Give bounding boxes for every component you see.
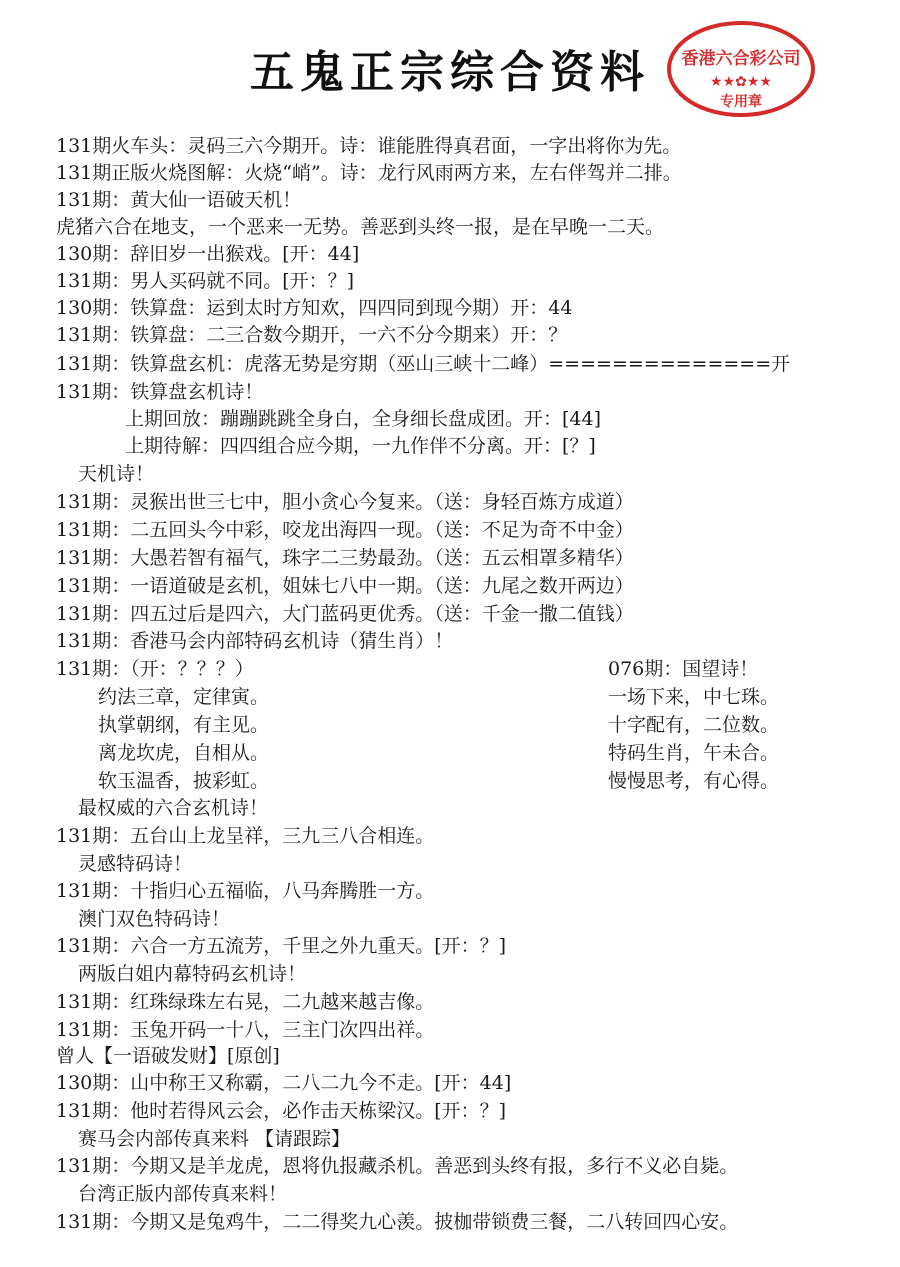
text-line: 131期：玉兔开码一十八，三主门次四出祥。 <box>56 1019 435 1041</box>
section-heading: 两版白姐内幕特码玄机诗！ <box>78 963 307 985</box>
text-line: 131期：十指归心五福临，八马奔腾胜一方。 <box>56 880 435 902</box>
text-line: 131期：今期又是兔鸡牛，二二得奖九心羡。披枷带锁费三餐，二八转回四心安。 <box>56 1211 739 1233</box>
right-poem-line: 十字配有，二位数。 <box>608 714 780 736</box>
section-heading: 澳门双色特码诗！ <box>78 908 231 930</box>
text-line: 上期回放：蹦蹦跳跳全身白，全身细长盘成团。开：[44] <box>125 408 602 430</box>
text-line: 131期：铁算盘玄机诗！ <box>56 381 264 403</box>
text-line: 131期：六合一方五流芳，千里之外九重天。[开：？] <box>56 935 507 957</box>
text-line: 131期：一语道破是玄机，姐妹七八中一期。（送：九尾之数开两边） <box>56 575 634 597</box>
text-line: 131期：大愚若智有福气，珠字二三势最劲。（送：五云相罩多精华） <box>56 547 634 569</box>
stamp-stars: ★★✿★★ <box>710 74 772 90</box>
section-heading: 赛马会内部传真来料 【请跟踪】 <box>78 1128 351 1150</box>
poem-line: 约法三章，定律寅。 <box>98 686 270 708</box>
company-stamp <box>666 20 816 118</box>
text-line: 上期待解：四四组合应今期，一九作伴不分离。开：[？] <box>125 435 596 457</box>
text-line: 130期：铁算盘：运到太时方知欢，四四同到现今期）开：44 <box>56 297 573 319</box>
right-poem-line: 特码生肖，午未合。 <box>608 742 780 764</box>
text-line: 130期：辞旧岁一出猴戏。[开：44] <box>56 243 360 265</box>
text-line: 131期：五台山上龙呈祥，三九三八合相连。 <box>56 825 435 847</box>
right-poem-heading: 076期：国望诗！ <box>608 658 759 680</box>
poem-line: 执掌朝纲，有主见。 <box>98 714 270 736</box>
section-heading: 天机诗！ <box>78 463 155 485</box>
text-line: 131期：（开：？？？） <box>56 658 254 680</box>
text-line: 131期：黄大仙一语破天机！ <box>56 189 302 211</box>
right-poem-line: 慢慢思考，有心得。 <box>608 770 780 792</box>
text-line: 131期：男人买码就不同。[开：？] <box>56 270 355 292</box>
section-heading: 最权威的六合玄机诗！ <box>78 797 269 819</box>
text-line: 131期：今期又是羊龙虎，恩将仇报藏杀机。善恶到头终有报，多行不义必自毙。 <box>56 1155 739 1177</box>
section-heading: 灵感特码诗！ <box>78 853 193 875</box>
section-heading: 台湾正版内部传真来料！ <box>78 1183 288 1205</box>
text-line: 131期：二五回头今中彩，咬龙出海四一现。（送：不足为奇不中金） <box>56 519 634 541</box>
text-line: 131期火车头：灵码三六今期开。诗：谁能胜得真君面，一字出将你为先。 <box>56 135 682 157</box>
text-line: 131期：铁算盘玄机：虎落无势是穷期（巫山三峡十二峰）==============开 <box>56 353 791 375</box>
stamp-top-text: 香港六合彩公司 <box>681 49 801 69</box>
stamp-bottom-text: 专用章 <box>720 94 762 110</box>
text-line: 130期：山中称王又称霸，二八二九今不走。[开：44] <box>56 1072 512 1094</box>
right-poem-line: 一场下来，中七珠。 <box>608 686 780 708</box>
poem-line: 离龙坎虎，自相从。 <box>98 742 270 764</box>
text-line: 虎猪六合在地支，一个恶来一无势。善恶到头终一报，是在早晚一二天。 <box>56 216 665 238</box>
section-heading: 曾人【一语破发财】[原创] <box>56 1045 280 1067</box>
text-line: 131期：铁算盘：二三合数今期开，一六不分今期来）开：？ <box>56 324 568 346</box>
text-line: 131期：四五过后是四六，大门蓝码更优秀。（送：千金一撒二值钱） <box>56 603 634 625</box>
text-line: 131期：灵猴出世三七中，胆小贪心今复来。（送：身轻百炼方成道） <box>56 491 634 513</box>
text-line: 131期：他时若得风云会，必作击天栋梁汉。[开：？] <box>56 1100 507 1122</box>
text-line: 131期：红珠绿珠左右晃，二九越来越吉像。 <box>56 991 435 1013</box>
poem-line: 软玉温香，披彩虹。 <box>98 770 270 792</box>
text-line: 131期：香港马会内部特码玄机诗（猜生肖）！ <box>56 630 454 652</box>
text-line: 131期正版火烧图解：火烧“峭”。诗：龙行风雨两方来，左右伴驾并二排。 <box>56 162 682 184</box>
page-title: 五鬼正宗综合资料 <box>250 47 650 98</box>
